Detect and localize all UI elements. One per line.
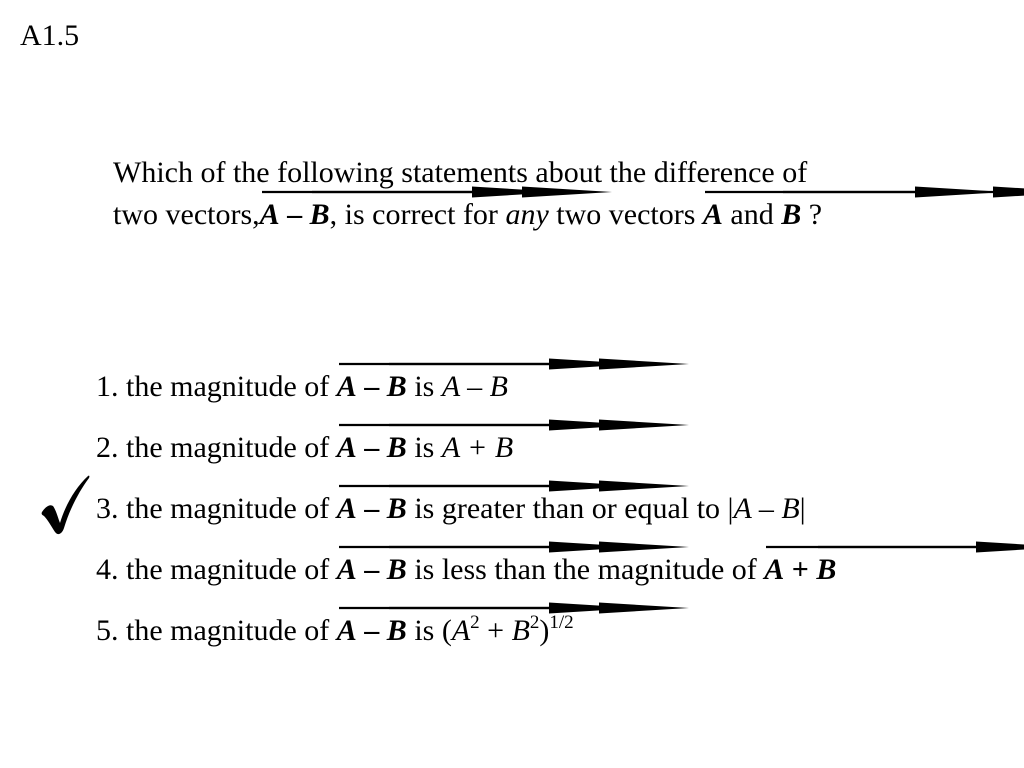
- answer-text: is: [406, 431, 442, 464]
- answer-option-4[interactable]: [96, 549, 1006, 610]
- vector-arrow-icon: [783, 186, 1024, 198]
- answer-text: is less than the magnitude of: [406, 553, 765, 586]
- question-text-part: ?: [801, 198, 823, 231]
- vector-b: B: [387, 610, 407, 652]
- vector-arrow-icon: [389, 419, 689, 431]
- plus-sign: +: [784, 553, 817, 586]
- vector-b-label: B: [309, 198, 330, 231]
- vector-b: B: [816, 549, 836, 591]
- slide-label: A1.5: [20, 19, 80, 52]
- vector-a: A: [337, 488, 357, 530]
- vector-arrow-icon: [389, 358, 689, 370]
- answer-lead: 5. the magnitude of: [96, 614, 337, 647]
- answer-option-1[interactable]: [96, 366, 1006, 427]
- vector-b: B: [387, 366, 407, 408]
- minus-sign: –: [356, 492, 387, 525]
- vector-arrow-icon: [312, 186, 612, 198]
- close-paren: ): [539, 614, 550, 647]
- magnitude-b: B: [511, 614, 530, 647]
- minus-sign: –: [356, 370, 387, 403]
- vector-b: B: [387, 549, 407, 591]
- vector-arrow-icon: [389, 541, 689, 553]
- question-text-part: two vectors: [548, 198, 703, 231]
- vector-a: [703, 194, 723, 236]
- question-line-2: [113, 194, 993, 236]
- vector-b: [781, 194, 801, 236]
- vector-a: [260, 194, 280, 236]
- exponent: 2: [470, 612, 480, 633]
- vector-a-label: A: [702, 198, 723, 231]
- answer-option-2[interactable]: [96, 427, 1006, 488]
- emphasis-any: any: [505, 198, 549, 231]
- answer-expression: A + B: [441, 431, 514, 464]
- vector-a-label: A: [259, 198, 280, 231]
- question-line-1: Which of the following statements about the difference of: [113, 156, 808, 189]
- question-text-part: , is correct for: [329, 198, 506, 231]
- plus-sign: +: [479, 614, 512, 647]
- answer-lead: 1. the magnitude of: [96, 370, 337, 403]
- magnitude-a: A: [451, 614, 471, 647]
- answer-list: [96, 366, 1006, 671]
- answer-option-3[interactable]: [96, 488, 1006, 549]
- vector-b-label: B: [781, 198, 802, 231]
- vector-a: A: [337, 610, 357, 652]
- minus-sign: –: [356, 553, 387, 586]
- answer-lead: 3. the magnitude of: [96, 492, 337, 525]
- vector-arrow-icon: [818, 541, 1024, 553]
- vector-a: A: [337, 549, 357, 591]
- answer-text: is: [406, 370, 442, 403]
- vector-arrow-icon: [389, 602, 689, 614]
- vector-a: A: [337, 366, 357, 408]
- exponent-outer: 1/2: [549, 612, 574, 633]
- vector-a: A: [764, 549, 784, 591]
- answer-option-5[interactable]: [96, 610, 1006, 671]
- answer-lead: 2. the magnitude of: [96, 431, 337, 464]
- vector-arrow-icon: [389, 480, 689, 492]
- answer-expression: A – B: [733, 492, 800, 525]
- question-text: [113, 152, 993, 236]
- vector-b: [310, 194, 330, 236]
- answer-text: |: [799, 492, 806, 525]
- question-text-part: and: [722, 198, 782, 231]
- question-text-part: two vectors,: [113, 198, 260, 231]
- minus-sign: –: [356, 614, 387, 647]
- answer-lead: 4. the magnitude of: [96, 553, 337, 586]
- minus-sign: –: [279, 198, 310, 231]
- exponent: 2: [529, 612, 540, 633]
- vector-a: A: [337, 427, 357, 469]
- answer-text: is greater than or equal to |: [406, 492, 734, 525]
- answer-expression: A – B: [441, 370, 508, 403]
- vector-b: B: [387, 488, 407, 530]
- answer-text: is (: [406, 614, 452, 647]
- minus-sign: –: [356, 431, 387, 464]
- checkmark-icon: [40, 470, 90, 540]
- vector-b: B: [387, 427, 407, 469]
